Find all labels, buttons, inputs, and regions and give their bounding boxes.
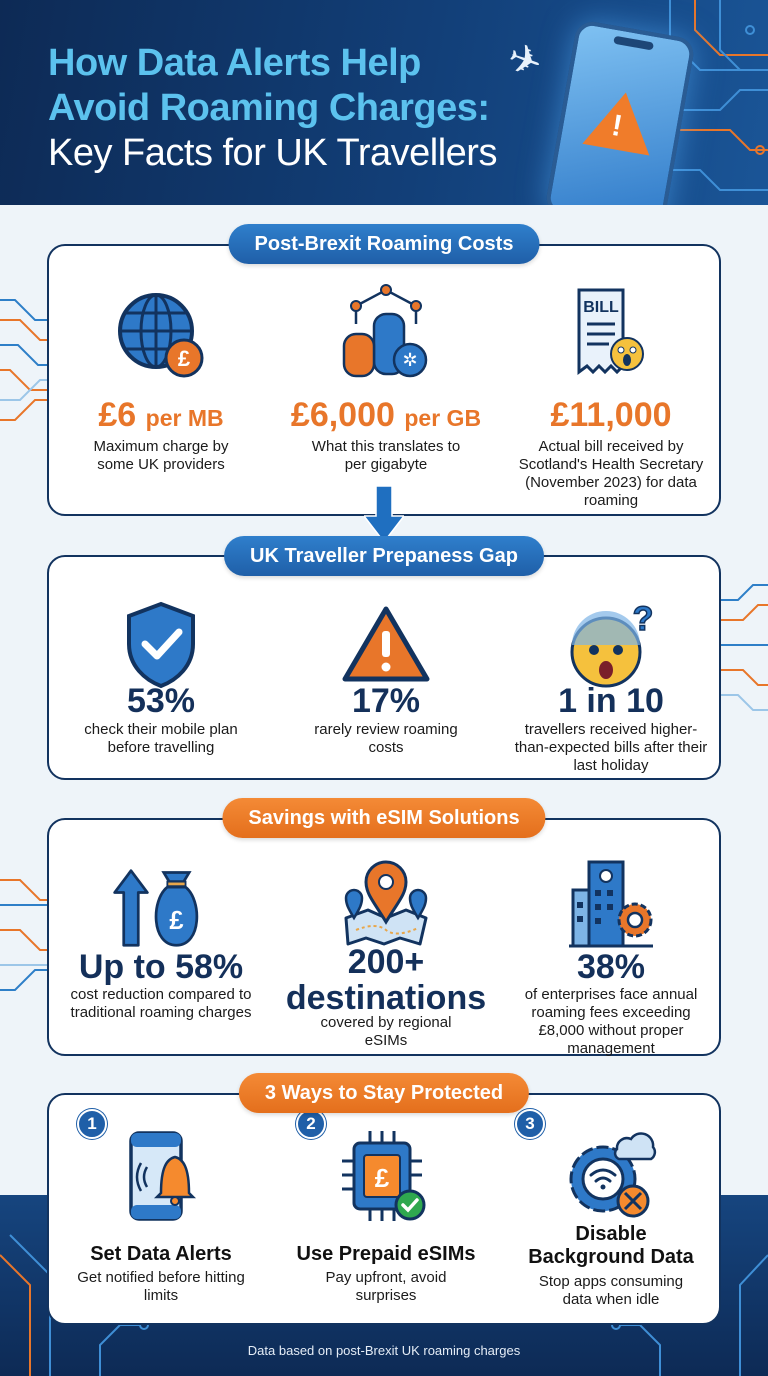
title-line-1: How Data Alerts Help	[48, 42, 421, 84]
stat-value: 1 in 10	[558, 682, 664, 720]
circuit-decoration-icon	[718, 580, 768, 740]
stat-description: travellers received higher-than-expected bills after their last holiday	[514, 721, 708, 774]
coin-stack-network-icon	[336, 284, 436, 384]
chip-pound-check-icon	[336, 1127, 436, 1227]
stat-value: 53%	[126, 682, 196, 720]
globe-pound-icon	[111, 286, 211, 386]
stat-description: check their mobile plan before travelling	[84, 721, 238, 756]
bill-shocked-icon	[561, 282, 661, 382]
warning-triangle-icon	[336, 595, 436, 695]
building-gear-icon	[561, 854, 661, 954]
stat-description: cost reduction compared to traditional roaming charges	[70, 986, 252, 1021]
stat-description: covered by regional eSIMs	[320, 1014, 452, 1049]
svg-text:BILL: BILL	[583, 299, 619, 316]
map-pins-icon	[336, 852, 436, 952]
stat-value: 200+	[347, 943, 425, 981]
shield-check-icon	[111, 595, 211, 695]
stat-value: £6	[98, 396, 137, 434]
section-title-pill: Savings with eSIM Solutions	[222, 798, 545, 838]
tip-description: Pay upfront, avoid surprises	[325, 1269, 447, 1304]
svg-text:£: £	[177, 346, 191, 371]
stat-unit: per MB	[145, 405, 224, 431]
tip-title: Use Prepaid eSIMs	[296, 1243, 476, 1265]
step-number-badge: 3	[515, 1109, 545, 1139]
section-card-esim-savings	[47, 818, 721, 1056]
circuit-decoration-icon	[0, 290, 50, 450]
stat-description: Actual bill received by Scotland's Health Secretary (November 2023) for data roaming	[518, 438, 704, 509]
arrow-money-bag-icon	[111, 858, 211, 958]
stat-unit: per GB	[404, 405, 482, 431]
stat-value: 17%	[351, 682, 421, 720]
circuit-decoration-icon	[0, 870, 50, 1020]
stat-value: 38%	[576, 948, 646, 986]
stat-value: £6,000	[290, 396, 395, 434]
tip-title-line1: Disable	[575, 1223, 647, 1245]
svg-text:£: £	[169, 906, 184, 935]
stat-value: Up to 58%	[78, 948, 244, 986]
step-number-badge: 2	[296, 1109, 326, 1139]
gear-wifi-cloud-off-icon	[561, 1121, 661, 1221]
section-title-pill: 3 Ways to Stay Protected	[239, 1073, 529, 1113]
airplane-icon: ✈	[501, 34, 549, 88]
stat-item	[499, 246, 723, 518]
shocked-face-question-icon	[561, 595, 661, 695]
section-card-roaming-costs	[47, 244, 721, 516]
section-card-preparedness-gap	[47, 555, 721, 780]
section-title-pill: Post-Brexit Roaming Costs	[229, 224, 540, 264]
stat-description: What this translates to per gigabyte	[311, 438, 461, 473]
stat-description: rarely review roaming costs	[314, 721, 458, 756]
stat-item	[274, 246, 498, 518]
svg-text:✲: ✲	[402, 350, 418, 371]
smartphone-warning-icon: !	[544, 19, 696, 205]
stat-description: Maximum charge by some UK providers	[93, 438, 229, 473]
stat-description: of enterprises face annual roaming fees exceeding £8,000 without proper management	[524, 986, 698, 1057]
stat-value: £11,000	[550, 396, 672, 434]
tip-description: Stop apps consuming data when idle	[538, 1273, 684, 1308]
section-card-stay-protected	[47, 1093, 721, 1325]
footer-note: Data based on post-Brexit UK roaming charges	[247, 1343, 521, 1358]
tip-title: Set Data Alerts	[90, 1243, 232, 1265]
header-banner	[0, 0, 768, 205]
step-number-badge: 1	[77, 1109, 107, 1139]
svg-text:£: £	[374, 1163, 390, 1193]
phone-bell-icon	[111, 1127, 211, 1227]
section-title-pill: UK Traveller Prepaness Gap	[224, 536, 544, 576]
tip-title-line2: Background Data	[528, 1246, 694, 1268]
title-line-3: Key Facts for UK Travellers	[48, 132, 497, 174]
stat-item	[49, 246, 273, 518]
title-line-2: Avoid Roaming Charges:	[48, 87, 490, 129]
svg-text:?: ?	[632, 600, 654, 638]
tip-description: Get notified before hitting limits	[77, 1269, 245, 1304]
stat-value-line2: destinations	[285, 979, 487, 1017]
